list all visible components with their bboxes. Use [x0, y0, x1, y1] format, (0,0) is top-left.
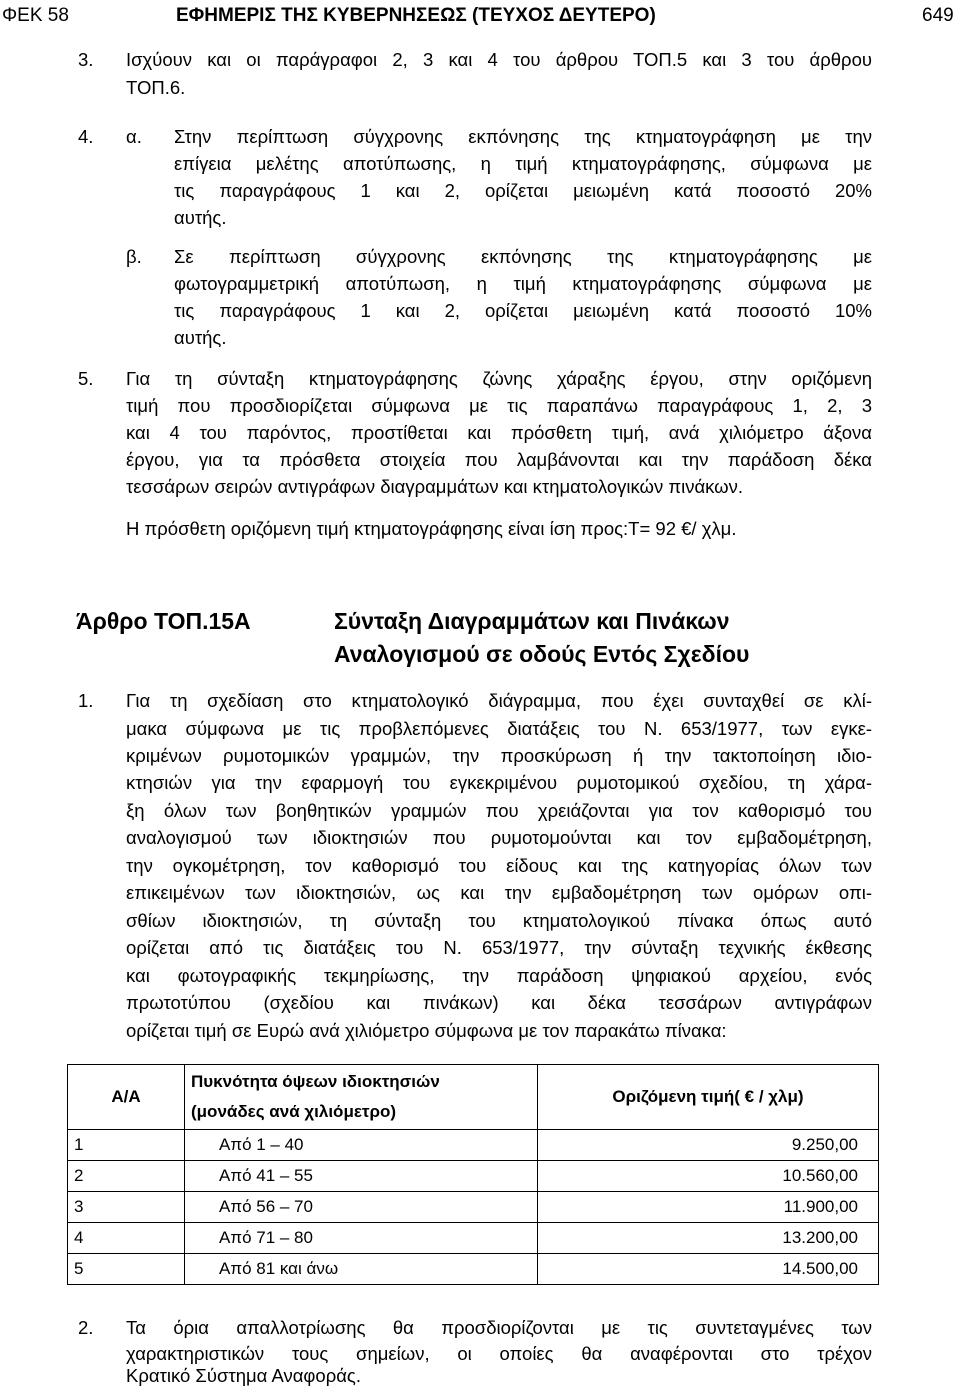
article-title: Σύνταξη Διαγραμμάτων και Πινάκων: [334, 608, 730, 634]
table-row: [68, 1130, 879, 1161]
paragraph-5-line: και 4 του παρόντος, προστίθεται και πρόσθετη τιμή, ανά χιλιόμετρο άξονα: [126, 422, 872, 443]
subparagraph-a-label: α.: [126, 126, 142, 147]
subparagraph-a-line: Στην περίπτωση σύγχρονης εκπόνησης της κτηματογράφηση με την: [174, 126, 872, 147]
article-paragraph-1-line: μακα σύμφωνα με τις προβλεπόμενες διατάξεις του Ν. 653/1977, των εγκε-: [126, 718, 872, 739]
subparagraph-b-line: αυτής.: [174, 327, 227, 348]
header-density: [185, 1065, 538, 1130]
paragraph-3-line: Ισχύουν και οι παράγραφοι 2, 3 και 4 του άρθρου ΤΟΠ.5 και 3 του άρθρου: [126, 49, 872, 70]
table-row: [68, 1192, 879, 1223]
row-price: 14.500,00: [538, 1254, 879, 1285]
table-row: [68, 1223, 879, 1254]
row-price: 13.200,00: [538, 1223, 879, 1254]
row-aa: 3: [68, 1192, 185, 1223]
subparagraph-b-label: β.: [126, 246, 142, 267]
subparagraph-a-line: αυτής.: [174, 207, 227, 228]
row-range: Από 56 – 70: [185, 1192, 538, 1223]
article-paragraph-2-number: 2.: [78, 1317, 94, 1338]
row-aa: 5: [68, 1254, 185, 1285]
price-table: [67, 1064, 879, 1285]
row-range: Από 71 – 80: [185, 1223, 538, 1254]
additional-price-statement: Η πρόσθετη οριζόμενη τιμή κτηματογράφησης είναι ίση προς:Τ= 92 €/ χλμ.: [126, 518, 737, 539]
article-paragraph-1-line: επικειμένων των ιδιοκτησιών, ως και την εμβαδομέτρηση των ομόρων οπι-: [126, 882, 872, 903]
article-paragraph-1-line: ξη όλων των βοηθητικών γραμμών που χρειάζονται για τον καθορισμό του: [126, 800, 872, 821]
subparagraph-b-line: φωτογραμμετρική αποτύπωση, η τιμή κτηματογράφησης σύμφωνα με: [174, 273, 872, 294]
paragraph-4-number: 4.: [78, 126, 94, 147]
article-paragraph-1-line: σθίων ιδιοκτησιών, τη σύνταξη του κτηματολογικού πίνακα όπως αυτό: [126, 910, 872, 931]
article-paragraph-2-line: χαρακτηριστικών τους σημείων, οι οποίες θα αναφέρονται στο τρέχον: [126, 1343, 872, 1364]
subparagraph-a-line: επίγεια μελέτης αποτύπωσης, η τιμή κτηματογράφησης, σύμφωνα με: [174, 153, 872, 174]
row-aa: 1: [68, 1130, 185, 1161]
article-paragraph-1-number: 1.: [78, 690, 94, 711]
article-paragraph-1-line: ορίζεται τιμή σε Ευρώ ανά χιλιόμετρο σύμφωνα με τον παρακάτω πίνακα:: [126, 1020, 727, 1041]
running-title: ΕΦΗΜΕΡΙΣ ΤΗΣ ΚΥΒΕΡΝΗΣΕΩΣ (ΤΕΥΧΟΣ ΔΕΥΤΕΡΟ): [176, 5, 656, 26]
article-title: Αναλογισμού σε οδούς Εντός Σχεδίου: [334, 641, 750, 667]
paragraph-5-line: Για τη σύνταξη κτηματογράφησης ζώνης χάραξης έργου, στην οριζόμενη: [126, 368, 872, 389]
table-row: [68, 1254, 879, 1285]
gazette-issue: ΦΕΚ 58: [2, 5, 69, 26]
paragraph-5-line: τεσσάρων σειρών αντιγράφων διαγραμμάτων και κτηματολογικών πινάκων.: [126, 476, 744, 497]
subparagraph-b-line: Σε περίπτωση σύγχρονης εκπόνησης της κτηματογράφησης με: [174, 246, 872, 267]
article-paragraph-1-line: ορίζεται από τις διατάξεις του Ν. 653/1977, την σύνταξη τεχνικής έκθεσης: [126, 937, 872, 958]
header-aa: Α/Α: [68, 1065, 185, 1130]
article-paragraph-2-line: Κρατικό Σύστημα Αναφοράς.: [126, 1365, 361, 1386]
article-paragraph-1-line: κριμένων ρυμοτομικών γραμμών, την προσκύρωση ή την τακτοποίηση ιδιο-: [126, 745, 872, 766]
table-header-row: [68, 1065, 879, 1130]
header-density-unit: (μονάδες ανά χιλιόμετρο): [191, 1102, 397, 1121]
header-price: Οριζόμενη τιμή( € / χλμ): [538, 1065, 879, 1130]
paragraph-5-line: έργου, για τα πρόσθετα στοιχεία που λαμβάνονται και την παράδοση δέκα: [126, 449, 872, 470]
row-range: Από 41 – 55: [185, 1161, 538, 1192]
row-aa: 4: [68, 1223, 185, 1254]
article-paragraph-1-line: και φωτογραφικής τεκμηρίωσης, την παράδοση ψηφιακού αρχείου, ενός: [126, 965, 872, 986]
header-density-line: Πυκνότητα όψεων ιδιοκτησιών: [191, 1072, 440, 1091]
paragraph-5-number: 5.: [78, 368, 94, 389]
article-paragraph-1-line: πρωτοτύπου (σχεδίου και πινάκων) και δέκα τεσσάρων αντιγράφων: [126, 992, 872, 1013]
row-range: Από 81 και άνω: [185, 1254, 538, 1285]
article-label: Άρθρο ΤΟΠ.15Α: [76, 608, 251, 634]
article-paragraph-1-line: την ογκομέτρηση, τον καθορισμό του είδους και της κατηγορίας όλων των: [126, 855, 872, 876]
article-paragraph-2-line: Τα όρια απαλλοτρίωσης θα προσδιορίζονται με τις συντεταγμένες των: [126, 1317, 872, 1338]
subparagraph-b-line: τις παραγράφους 1 και 2, ορίζεται μειωμένη κατά ποσοστό 10%: [174, 300, 872, 321]
paragraph-3-number: 3.: [78, 49, 94, 70]
row-price: 11.900,00: [538, 1192, 879, 1223]
row-range: Από 1 – 40: [185, 1130, 538, 1161]
article-paragraph-1-line: αναλογισμού των ιδιοκτησιών που ρυμοτομούνται και τον εμβαδομέτρηση,: [126, 827, 872, 848]
subparagraph-a-line: τις παραγράφους 1 και 2, ορίζεται μειωμένη κατά ποσοστό 20%: [174, 180, 872, 201]
article-paragraph-1-line: κτησιών για την εφαρμογή του εγκεκριμένου ρυμοτομικού σχεδίου, τη χάρα-: [126, 772, 872, 793]
row-aa: 2: [68, 1161, 185, 1192]
page-number: 649: [922, 5, 954, 26]
row-price: 10.560,00: [538, 1161, 879, 1192]
paragraph-5-line: τιμή που προσδιορίζεται σύμφωνα με τις παραπάνω παραγράφους 1, 2, 3: [126, 395, 872, 416]
article-paragraph-1-line: Για τη σχεδίαση στο κτηματολογικό διάγραμμα, που έχει συνταχθεί σε κλί-: [126, 690, 872, 711]
table-row: [68, 1161, 879, 1192]
row-price: 9.250,00: [538, 1130, 879, 1161]
paragraph-3-line: ΤΟΠ.6.: [126, 77, 186, 98]
